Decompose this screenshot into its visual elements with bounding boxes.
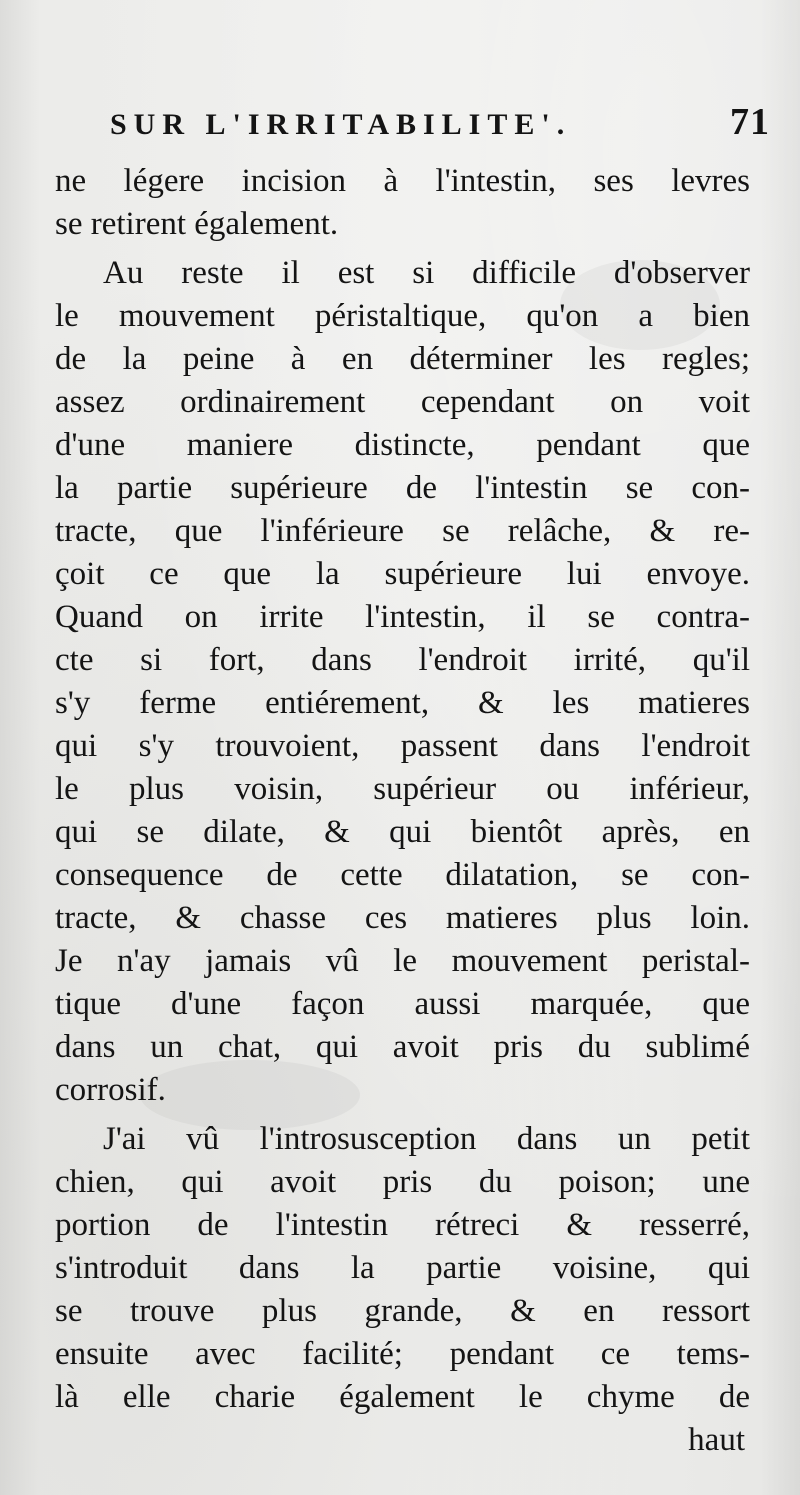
text-line: çoit ce que la supérieure lui envoye. [55, 556, 750, 592]
text-line: qui se dilate, & qui bientôt après, en [55, 814, 750, 850]
text-line: de la peine à en déterminer les regles; [55, 341, 750, 377]
body-text [55, 160, 750, 1462]
text-line: le plus voisin, supérieur ou inférieur, [55, 771, 750, 807]
running-header [110, 100, 770, 150]
text-line: tracte, que l'inférieure se relâche, & re- [55, 513, 750, 549]
text-line: assez ordinairement cependant on voit [55, 384, 750, 420]
text-line: le mouvement péristaltique, qu'on a bien [55, 298, 750, 334]
text-line: là elle charie également le chyme de [55, 1379, 750, 1415]
text-line: la partie supérieure de l'intestin se con- [55, 470, 750, 506]
text-line: tracte, & chasse ces matieres plus loin. [55, 900, 750, 936]
text-line: ensuite avec facilité; pendant ce tems- [55, 1336, 750, 1372]
text-line: cte si fort, dans l'endroit irrité, qu'il [55, 642, 750, 678]
paragraph [55, 252, 750, 1112]
page-number: 71 [730, 101, 770, 143]
text-line: s'introduit dans la partie voisine, qui [55, 1250, 750, 1286]
text-line: Je n'ay jamais vû le mouvement peristal- [55, 943, 750, 979]
text-line: Au reste il est si difficile d'observer [103, 255, 750, 291]
text-line: consequence de cette dilatation, se con- [55, 857, 750, 893]
text-line: s'y ferme entiérement, & les matieres [55, 685, 750, 721]
paragraph [55, 160, 750, 246]
running-title: SUR L'IRRITABILITE'. [110, 108, 572, 141]
text-line: J'ai vû l'introsusception dans un petit [103, 1121, 750, 1157]
text-line: chien, qui avoit pris du poison; une [55, 1164, 750, 1200]
text-line: corrosif. [55, 1072, 166, 1108]
text-line: se trouve plus grande, & en ressort [55, 1293, 750, 1329]
catchword: haut [688, 1422, 745, 1458]
text-line: Quand on irrite l'intestin, il se contra- [55, 599, 750, 635]
text-line: d'une maniere distincte, pendant que [55, 427, 750, 463]
text-line: ne légere incision à l'intestin, ses levres [55, 163, 750, 199]
text-line: tique d'une façon aussi marquée, que [55, 986, 750, 1022]
paragraph [55, 1118, 750, 1419]
text-line: portion de l'intestin rétreci & resserré, [55, 1207, 750, 1243]
text-line: qui s'y trouvoient, passent dans l'endroit [55, 728, 750, 764]
text-line: se retirent également. [55, 206, 339, 242]
text-line: dans un chat, qui avoit pris du sublimé [55, 1029, 750, 1065]
